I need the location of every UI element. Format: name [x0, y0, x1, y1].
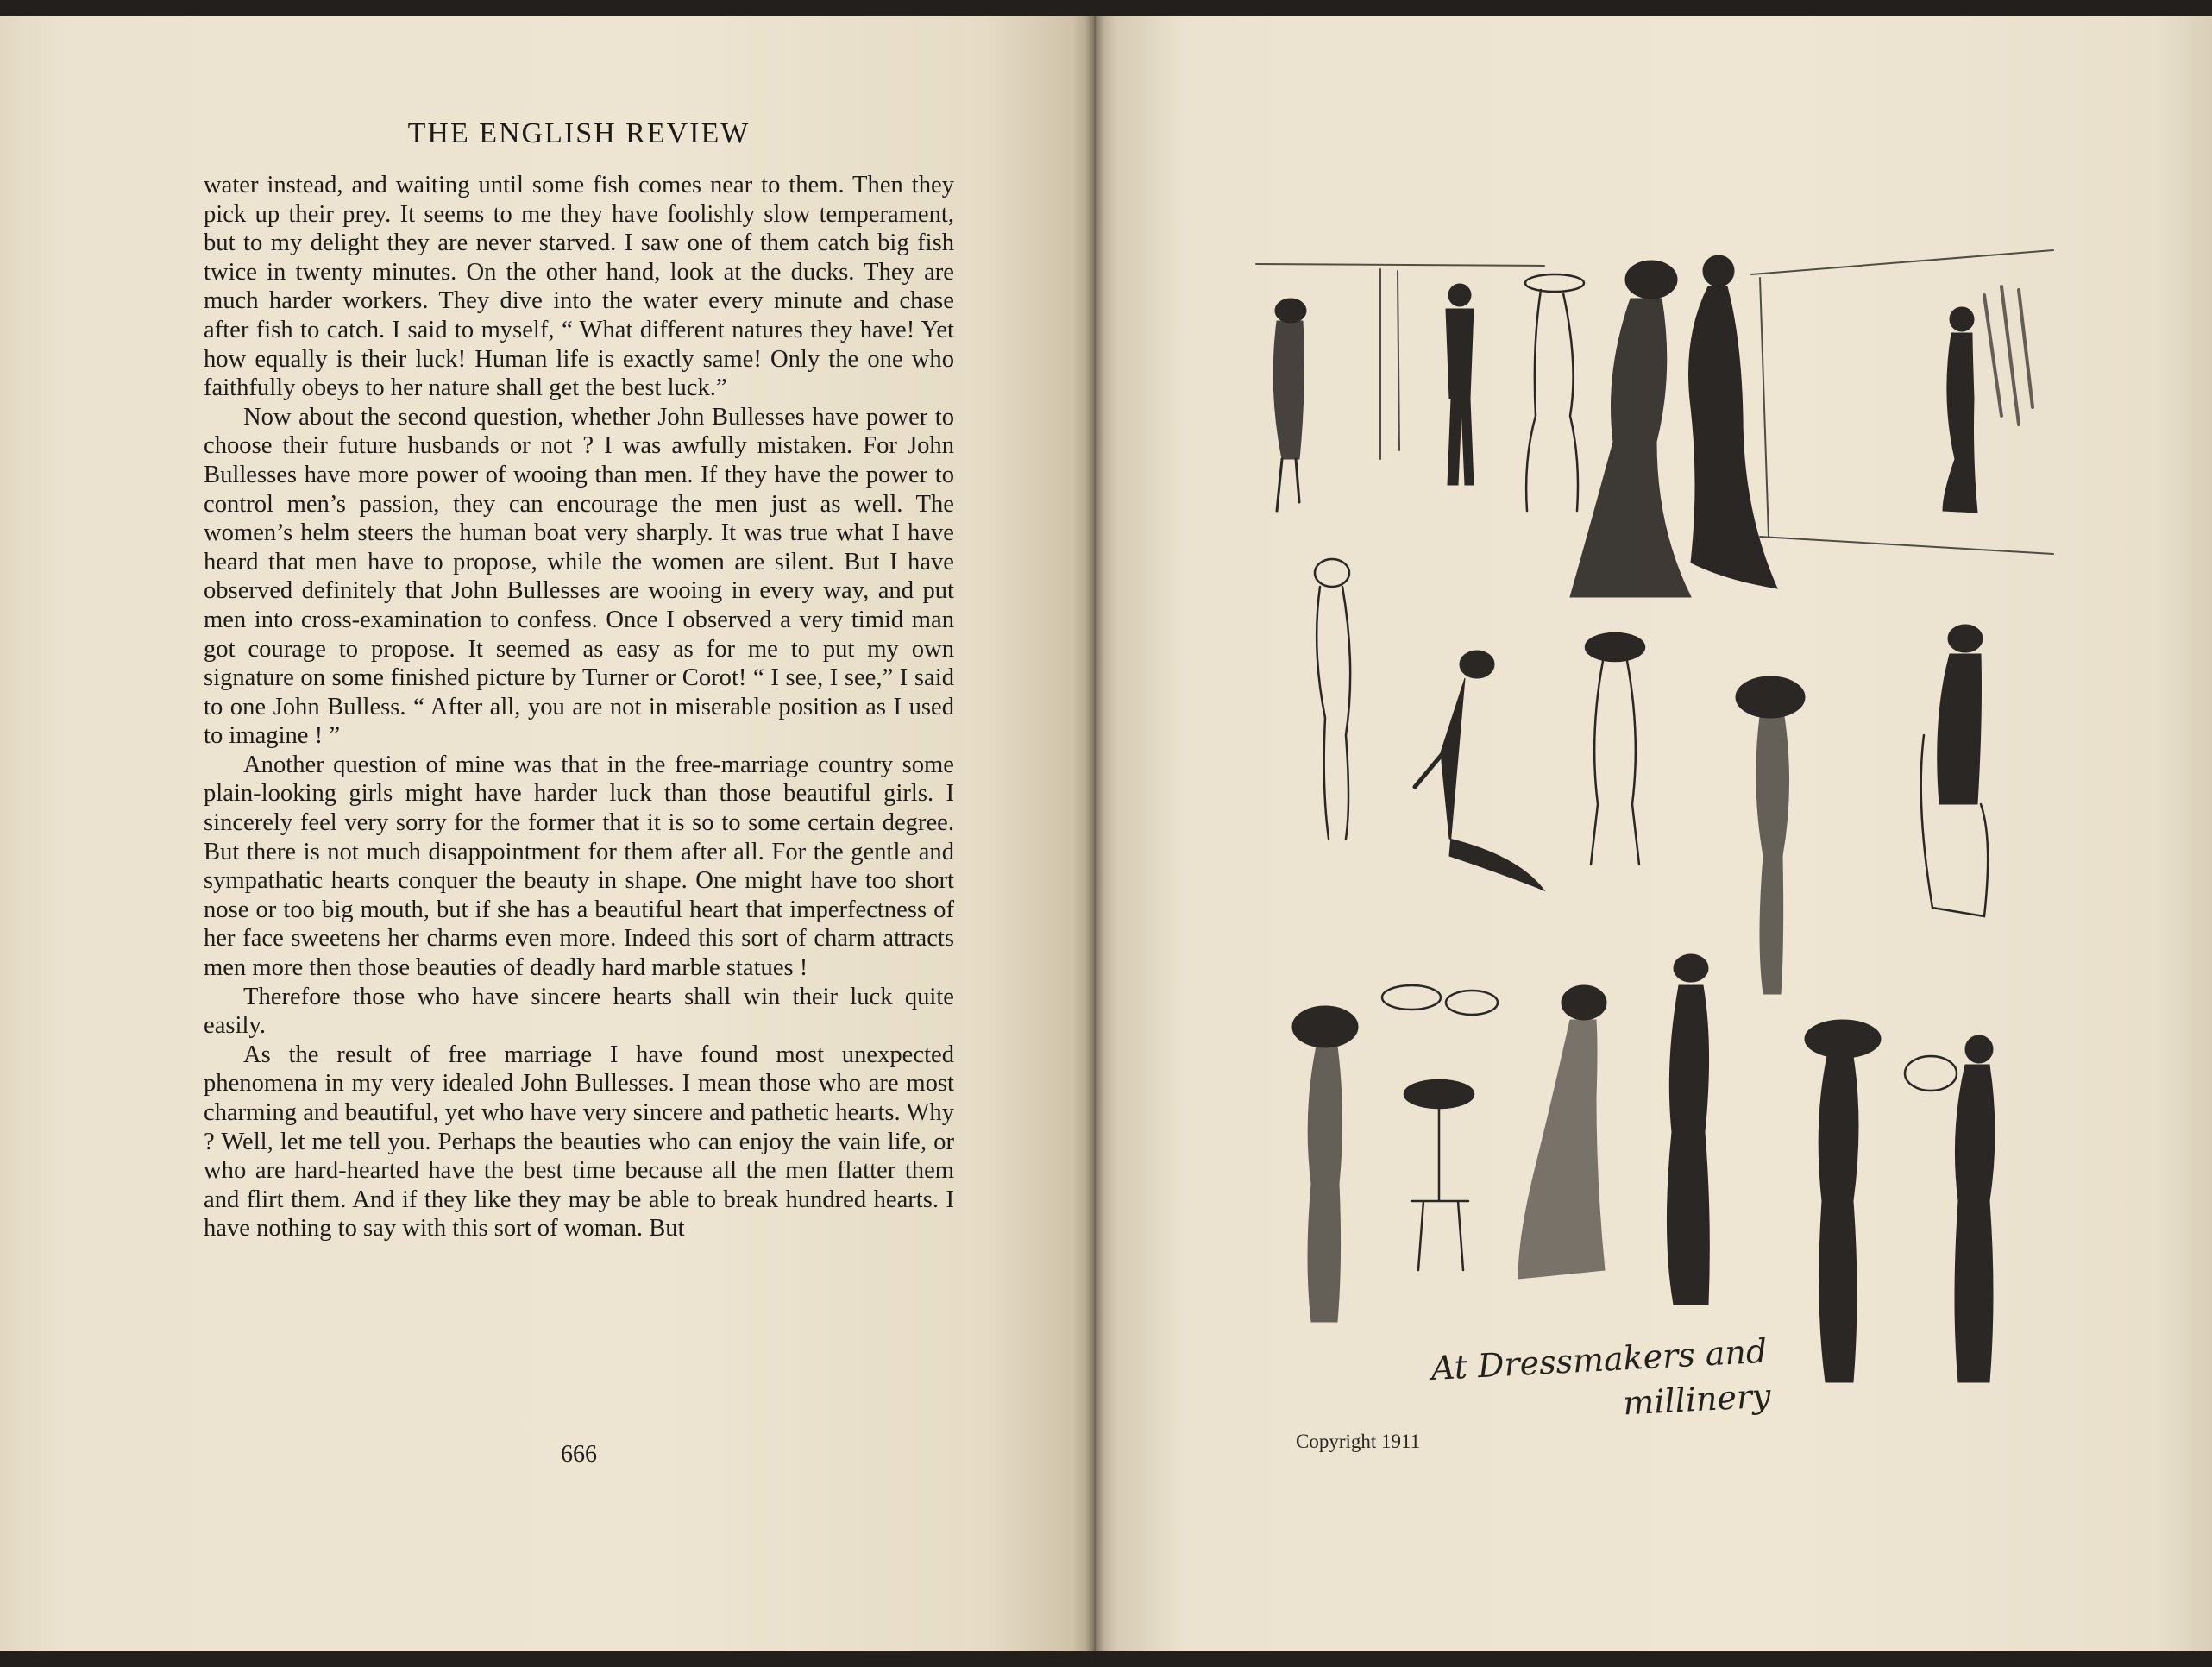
figure-sketch	[1315, 559, 1350, 839]
figure-sketch	[1586, 633, 1644, 865]
page-number: 666	[561, 1441, 597, 1468]
paragraph-1: water instead, and waiting until some fish comes near to them. Then they pick up their prey. It seems to me they have foolishly slow temperament, but to my delight they are never starved. I saw one of them catch big fish twice in twenty minutes. On the other hand, look at the ducks. They are much harder workers. They dive into the water every minute and chase after fish to catch. I said to myself, “ What different natures they have! Yet how equally is their luck! Human life is exactly same! Only the one who faithfully obeys to her nature shall get the best luck.”	[204, 172, 954, 402]
caption-line-2: millinery	[1622, 1376, 1772, 1423]
figure-sketch	[1736, 676, 1805, 994]
paragraph-2: Now about the second question, whether John Bullesses have power to choose their future husbands or not ? I was awfully mistaken. For John Bullesses have more power of wooing than men. If they have the power to control men’s passion, they can encourage the men just as well. The women’s helm steers the human boat very sharply. It was true what I have heard that men have to propose, while the women are silent. But I have observed definitely that John Bullesses are wooing in every way, and put men into cross-examination to confess. Once I observed a very timid man got courage to propose. It seemed as easy as for me to put my own signature on some finished picture by Turner or Corot! “ I see, I see,” I said to one John Bulless. “ After all, you are not in miserable position as I used to imagine ! ”	[204, 403, 954, 750]
body-text	[204, 171, 954, 1243]
figure-sketch	[1415, 651, 1544, 890]
figure-sketch	[1382, 985, 1498, 1270]
figure-sketch	[1921, 625, 1989, 916]
book-gutter	[1085, 16, 1104, 1651]
caption-line-1: At Dressmakers and	[1430, 1331, 1769, 1388]
figure-sketch	[1667, 954, 1709, 1305]
paragraph-3: Another question of mine was that in the free-marriage country some plain-looking girls might have harder luck than those beautiful girls. I sincerely feel very sorry for the former that it is so to some certain degree. But there is not much disappointment for them after all. For the gentle and sympathatic hearts conquer the beauty in shape. One might have too short nose or too big mouth, but if she has a beautiful heart that imperfectness of her face sweetens her charms even more. Indeed this sort of charm attracts men more then those beauties of deadly hard marble statues !	[204, 751, 954, 982]
figure-sketch	[1446, 284, 1474, 485]
figure-sketch	[1292, 1006, 1358, 1322]
figure-sketch	[1943, 286, 2033, 513]
paragraph-5: As the result of free marriage I have found most unexpected phenomena in my very idealed John Bullesses. I mean those who are most charming and beautiful, yet who have very sincere and pathetic hearts. Why ? Well, let me tell you. Perhaps the beauties who can enjoy the vain life, or who are hard-hearted have the best time because all the men flatter them and flirt them. And if they like they may be able to break hundred hearts. I have nothing to say with this sort of woman. But	[204, 1041, 954, 1242]
figure-sketch	[1525, 274, 1584, 511]
figure-sketch	[1570, 255, 1777, 597]
figure-sketch	[1518, 985, 1606, 1279]
running-head: THE ENGLISH REVIEW	[407, 117, 751, 149]
copyright-notice: Copyright 1911	[1296, 1431, 1421, 1452]
figure-sketch	[1273, 299, 1306, 511]
paragraph-4: Therefore those who have sincere hearts shall win their luck quite easily.	[204, 983, 954, 1040]
figure-sketch	[1905, 1035, 1995, 1382]
dressmaker-illustration	[1242, 200, 2071, 1425]
